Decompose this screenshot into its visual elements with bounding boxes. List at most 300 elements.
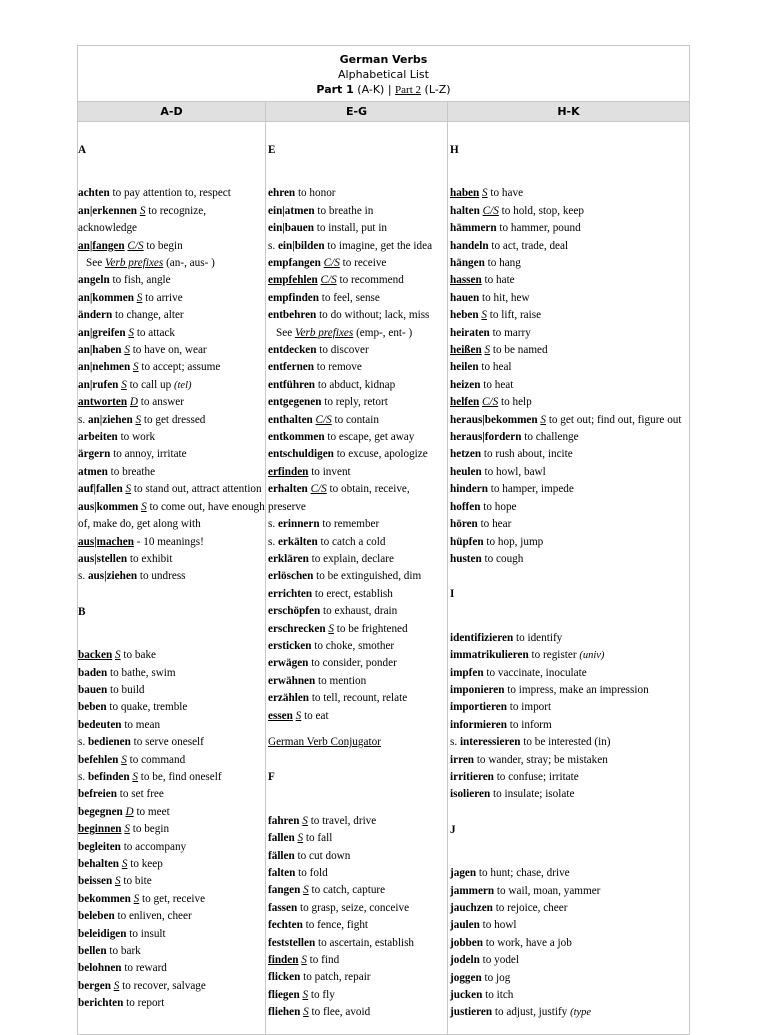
page-subtitle: Alphabetical List [338,68,429,81]
verb-definition: to patch, repair [303,971,371,984]
verb-definition: to be extinguished, dim [316,570,422,583]
verb-word: an|rufen [78,378,119,391]
conjugation-tag[interactable]: S [124,344,130,357]
verb-entry [78,943,265,960]
conjugation-tag[interactable]: C/S [320,274,337,287]
verb-entry [450,412,689,429]
verb-word[interactable]: essen [268,709,293,722]
verb-entry [78,682,265,699]
verb-word: informieren [450,718,507,731]
verb-word: entkommen [268,431,325,444]
verb-entry [450,717,689,734]
verb-definition: to explain, declare [311,552,394,565]
verb-entry [268,586,447,603]
entry-prefix: s. [78,570,88,583]
verb-entry [268,952,447,969]
verb-word: handeln [450,239,489,252]
entry-prefix: See [276,326,295,339]
verb-definition: to work, have a job [485,936,572,949]
verb-word: erschrecken [268,622,326,635]
verb-word: fassen [268,901,298,914]
verb-word: heraus|bekommen [450,413,538,426]
verb-word: irren [450,753,475,766]
conjugation-tag[interactable]: S [301,954,307,967]
verb-word[interactable]: beginnen [78,823,122,836]
conjugation-tag[interactable]: C/S [315,413,332,426]
verb-word: bedienen [87,736,131,749]
conjugation-tag[interactable]: S [113,979,120,992]
conjugation-tag[interactable]: S [121,378,127,391]
verb-entry [78,568,265,585]
verb-word: heiraten [450,326,490,339]
verb-entry [450,883,689,900]
verb-entry [450,647,689,664]
verb-word: entbehren [268,309,317,322]
verb-word: an|ziehen [87,413,133,426]
conjugation-tag[interactable]: S [141,500,147,513]
verb-word[interactable]: antworten [78,396,128,409]
verb-definition: to confuse; irritate [496,770,579,783]
verb-entry [450,682,689,699]
usage-note: (type [570,1007,592,1019]
verb-word: falten [268,867,296,879]
verb-word[interactable]: empfehlen [268,274,318,287]
verb-entry [268,708,447,725]
section-letter: I [450,588,455,601]
verb-word: heraus|fordern [450,431,522,444]
verb-word[interactable]: erfinden [268,465,309,478]
verb-entry [268,255,447,272]
verb-definition: to hope [483,500,517,513]
verb-definition: to recommend [339,274,404,287]
verb-word: fahren [268,814,300,827]
verb-entry [268,638,447,655]
verb-entry [268,220,447,237]
verb-word: an|erkennen [78,204,138,217]
verb-definition: to hang [487,257,521,270]
verb-definition: to remove [316,361,362,374]
verb-entry [78,342,265,359]
verb-entry [268,987,447,1004]
verb-definition: to hate [484,274,515,287]
verb-entry [450,630,689,647]
verb-word: bauen [78,683,108,696]
verb-word: jaulen [450,919,480,932]
verb-word: entdecken [268,344,317,357]
verb-word: fechten [268,919,303,932]
verb-word: jammern [450,884,495,897]
verb-word[interactable]: hassen [450,274,482,287]
conjugation-tag[interactable]: S [133,892,140,905]
conjugation-tag[interactable]: S [303,884,309,897]
verb-word: enthalten [268,413,313,426]
verb-definition: to exhaust, drain [323,605,398,618]
verb-definition: to do without; lack, miss [319,309,430,322]
page-title: German Verbs [339,53,428,66]
part2-link[interactable]: Part 2 [395,84,422,96]
entry-prefix: s. [78,413,88,426]
verb-definition: to rush about, incite [483,448,573,461]
verb-definition: to itch [485,989,514,1002]
conjugation-tag[interactable]: S [540,413,547,426]
verb-word: entfernen [268,361,314,374]
verb-entry [268,203,447,220]
verb-definition: to cut down [297,849,351,862]
conjugation-tag[interactable]: S [139,204,146,217]
verb-definition: to reward [124,962,167,975]
verb-word: befinden [87,770,130,783]
conjugation-tag[interactable]: D [129,396,138,409]
section-letter: J [450,823,456,836]
verb-word[interactable]: helfen [450,396,480,409]
verb-entry [450,551,689,568]
verb-definition: to discover [319,344,369,357]
verb-definition: to hammer, pound [499,222,581,235]
verb-entry [268,185,447,202]
verb-entry [450,429,689,446]
verb-definition: to reply, retort [324,396,388,409]
verb-entry [268,900,447,917]
verb-definition: to work [120,431,156,444]
verb-entry [268,290,447,307]
conjugation-tag[interactable]: C/S [482,204,499,217]
verb-entry [450,238,689,255]
verb-definition: to impress, make an impression [507,683,649,696]
verb-definition: to answer [140,396,184,409]
verb-entry [268,969,447,986]
verb-definition: to begin [132,823,170,836]
conjugation-tag[interactable]: S [125,483,132,496]
verb-word: fallen [268,832,295,845]
verb-definition: to invent [311,465,351,478]
verb-entry [268,621,447,638]
verb-word: hören [450,518,478,531]
verb-word: immatrikulieren [450,649,529,662]
entry-prefix: s. [268,518,278,531]
verb-definition: to set free [119,788,164,801]
entry-prefix: See [86,257,105,270]
verb-word[interactable]: finden [268,954,299,967]
verb-prefixes-link[interactable]: Verb prefixes [104,257,164,270]
conjugation-tag[interactable]: S [115,649,121,662]
verb-definition: to fly [310,988,335,1001]
verb-entry [78,891,265,908]
verb-entry [450,952,689,969]
verb-entry [450,987,689,1004]
verb-word: erwägen [268,657,309,670]
section-letter: H [450,144,459,156]
verb-definition: to bathe, swim [110,666,176,679]
verb-definition: to ascertain, establish [318,936,415,949]
verb-definition: to cough [484,552,524,565]
verb-word: baden [78,666,108,679]
verb-definition: to get, receive [142,892,206,905]
verb-definition: to mean [124,718,161,731]
verb-definition: to help [500,396,532,409]
verb-entry [78,412,265,429]
verb-entry [78,255,265,272]
verb-word: jodeln [450,954,480,967]
conjugation-tag[interactable]: S [482,187,488,200]
verb-word: errichten [268,587,313,600]
verb-definition: to accompany [123,840,187,853]
verb-definition: to howl [482,919,517,932]
verb-definition: to travel, drive [310,814,377,827]
verb-word: an|greifen [78,326,126,339]
verb-definition: to catch a cold [320,535,386,548]
verb-word: erhalten [268,483,308,496]
verb-entry [450,481,689,498]
verb-entry [450,377,689,394]
verb-word: joggen [450,971,482,984]
part1-range: (A-K) | [357,83,392,96]
verb-definition: to bake [123,649,157,662]
verb-entry [78,839,265,856]
verb-entry [450,786,689,803]
column-head-a-d: A-D [160,105,183,118]
verb-entry [78,394,265,411]
verb-word: beleben [78,910,115,923]
verb-word[interactable]: an|fangen [78,239,125,252]
verb-word: berichten [78,997,124,1010]
verb-entry [78,717,265,734]
verb-definition: to wander, stray; be mistaken [476,753,608,766]
verb-definition: to erect, establish [314,587,393,600]
verb-definition: to fall [305,832,333,845]
entry-prefix: s. [450,736,460,749]
verb-word: fällen [268,849,295,862]
verb-entry [268,655,447,672]
verb-word: an|kommen [78,291,134,304]
conjugation-tag[interactable]: S [302,814,308,827]
verb-definition: to hit, hew [482,291,530,304]
usage-note: (tel) [174,379,192,391]
verb-definition: to have on, wear [132,344,207,357]
conjugation-tag[interactable]: S [484,344,491,357]
verb-entry [450,342,689,359]
section-letter: B [78,605,86,618]
verb-entry [268,272,447,289]
conjugation-tag[interactable]: C/S [310,483,327,496]
verb-definition: to begin [146,239,183,252]
verb-word[interactable]: haben [450,187,480,200]
verb-list-table [77,45,690,1035]
verb-definition: to vaccinate, inoculate [486,666,587,679]
verb-word: achten [78,187,110,200]
verb-definition: to annoy, irritate [113,448,187,461]
verb-word: behalten [78,858,120,870]
verb-word: belohnen [78,962,122,975]
table-header [78,46,689,101]
verb-entry [78,665,265,682]
verb-entry [268,429,447,446]
verb-entry [450,185,689,202]
verb-word: ein|bauen [268,222,314,235]
verb-entry [268,359,447,376]
verb-entry [450,220,689,237]
part2-range: (L-Z) [424,83,451,96]
verb-definition: to bark [109,945,141,958]
verb-word: bellen [78,945,107,958]
verb-word: fliehen [268,1006,301,1019]
verb-definition: to feel, sense [321,291,380,304]
verb-word: bekommen [78,892,131,905]
conjugation-tag[interactable]: S [128,326,135,339]
verb-entry [450,255,689,272]
conjugation-tag[interactable]: C/S [482,396,499,409]
verb-definition: to build [110,683,145,696]
verb-word: isolieren [450,788,491,801]
conjugation-tag[interactable]: S [481,309,487,322]
verb-word: ein|bilden [277,239,325,252]
verb-definition: to marry [492,326,531,339]
verb-definition: to report [126,997,165,1010]
conjugation-tag[interactable]: D [125,805,134,818]
conjugation-tag[interactable]: S [302,988,309,1001]
conjugation-tag[interactable]: S [121,753,127,766]
verb-definition: to mention [318,674,367,687]
verb-definition: to fold [298,867,328,879]
verb-entry [450,752,689,769]
part1-label: Part 1 [316,83,354,96]
verb-definition: to flee, avoid [311,1006,371,1019]
verb-entry [78,499,265,534]
verb-entry [268,1004,447,1021]
verb-definition: to identify [515,631,563,644]
verb-entry [268,412,447,429]
verb-word: beben [78,701,107,714]
column-a-d [78,121,265,1034]
verb-definition: to install, put in [316,222,388,235]
verb-entry [268,394,447,411]
verb-definition: to imagine, get the idea [327,239,433,252]
verb-definition: to come out, have enough of, make do, get along with [78,500,265,531]
verb-word: entführen [268,378,316,391]
verb-entry [78,238,265,255]
verb-prefixes-link[interactable]: Verb prefixes [294,326,354,339]
verb-definition: to be interested (in) [523,736,611,749]
conjugation-tag[interactable]: S [121,858,128,870]
conjugation-tag[interactable]: S [136,291,143,304]
columns-body [78,121,689,1034]
verb-definition: to get out; find out, figure out [548,413,682,426]
verb-definition: to wail, moan, yammer [496,884,601,897]
verb-definition: to hop, jump [486,535,544,548]
conjugation-tag[interactable]: S [132,770,138,783]
verb-entry [78,699,265,716]
verb-word: ärgern [78,448,111,461]
column-h-k [447,121,689,1034]
verb-entry [78,185,265,202]
verb-entry [268,603,447,620]
conjugation-tag[interactable]: C/S [127,239,144,252]
verb-word: ersticken [268,639,312,652]
verb-entry [268,673,447,690]
verb-entry [268,568,447,585]
section-letter: A [78,144,87,156]
conjugation-tag[interactable]: S [295,709,302,722]
verb-word: heben [450,309,479,322]
verb-definition: to excuse, apologize [336,448,428,461]
verb-entry [78,377,265,394]
verb-entry [78,821,265,838]
verb-entry [78,534,265,551]
verb-entry [268,238,447,255]
verb-entry [450,307,689,324]
verb-word: an|nehmen [78,361,131,374]
column-headers [78,101,689,122]
verb-word: importieren [450,701,507,714]
verb-word: husten [450,552,482,565]
verb-word: jobben [450,936,483,949]
verb-definition: to accept; assume [141,361,221,374]
verb-entry [450,290,689,307]
verb-word[interactable]: heißen [450,344,482,357]
verb-entry [78,960,265,977]
verb-definition: to enliven, cheer [117,910,192,923]
verb-entry [450,464,689,481]
conjugation-tag[interactable]: S [303,1006,309,1019]
verb-definition: to adjust, justify [494,1006,568,1019]
verb-definition: to escape, get away [327,431,415,444]
conjugation-tag[interactable]: C/S [323,257,340,270]
verb-entry [268,551,447,568]
conjugation-tag[interactable]: S [115,875,121,888]
conjugation-tag[interactable]: S [297,832,304,845]
conjugator-link[interactable]: German Verb Conjugator [268,735,381,748]
verb-definition: to be frightened [336,622,408,635]
verb-word: impfen [450,666,484,679]
conjugation-tag[interactable]: S [133,361,139,374]
verb-entry [268,935,447,952]
verb-entry [268,446,447,463]
verb-word: aus|stellen [78,552,128,565]
verb-entry [78,752,265,769]
verb-definition: to recognize, acknowledge [78,204,206,235]
verb-definition: to serve oneself [133,736,204,749]
verb-definition: to meet [136,805,170,818]
verb-definition: to stand out, attract attention [133,483,262,496]
verb-entry [450,359,689,376]
verb-word: beissen [78,875,113,888]
verb-word: fliegen [268,988,300,1001]
verb-word: begegnen [78,805,123,818]
verb-word: jauchzen [450,901,493,914]
conjugation-tag[interactable]: S [135,413,142,426]
conjugation-tag[interactable]: S [328,622,334,635]
verb-word: bergen [78,979,111,992]
verb-word: entschuldigen [268,448,334,461]
verb-entry [78,926,265,943]
verb-word: aus|kommen [78,500,139,513]
verb-definition: to yodel [482,954,519,967]
section-letter: E [268,144,276,156]
verb-word[interactable]: backen [78,649,113,662]
verb-entry [268,342,447,359]
verb-word: imponieren [450,683,505,696]
conjugation-tag[interactable]: S [124,823,130,836]
verb-definition: to challenge [524,431,579,444]
verb-definition: to tell, recount, relate [311,692,408,705]
verb-word: erzählen [268,692,310,705]
verb-definition: to be named [492,344,548,357]
verb-entry [450,516,689,533]
verb-word[interactable]: aus|machen [78,535,134,548]
verb-entry [78,272,265,289]
verb-definition: to breathe in [317,204,374,217]
column-e-g [265,121,447,1034]
usage-note: (univ) [579,650,605,662]
